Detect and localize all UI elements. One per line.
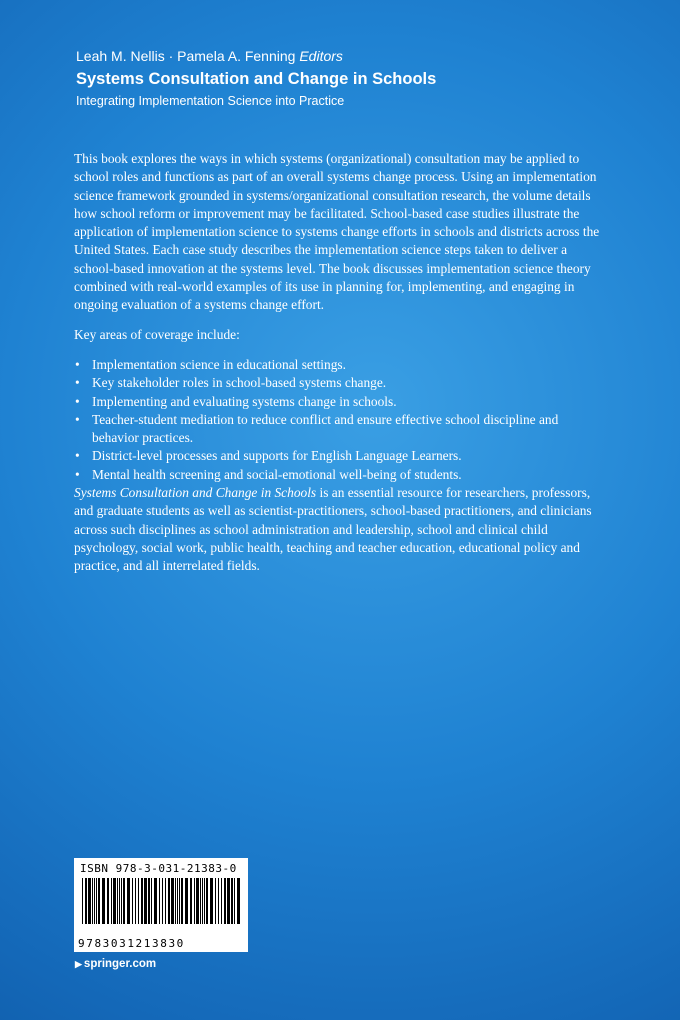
barcode-bar bbox=[88, 878, 91, 924]
barcode-bar bbox=[234, 878, 235, 924]
barcode-bar bbox=[204, 878, 205, 924]
barcode-bar bbox=[202, 878, 203, 924]
barcode-bar bbox=[215, 878, 216, 924]
barcode-bar bbox=[119, 878, 120, 924]
intro-paragraph: This book explores the ways in which systems (organizational) consultation may be applied to school roles and functions as part of an overall systems change process. Using an implementation science framework grounded in systems/organizational consultation research, the volume details how school reform or improvement may be facilitated. School-based case studies illustrate the application of implementation science to systems change efforts in schools and districts across the United States. Each case study describes the implementation science steps taken to deliver a school-based innovation at the systems level. The book discusses implementation science theory combined with real-world examples of its use in planning for, implementing, and engaging in ongoing evaluation of a systems change effort. bbox=[74, 151, 600, 313]
barcode-bar bbox=[135, 878, 136, 924]
barcode-bar bbox=[98, 878, 100, 924]
closing-book-title: Systems Consultation and Change in Schools bbox=[74, 485, 317, 501]
barcode-number: 9783031213830 bbox=[78, 937, 185, 950]
bullet-icon: • bbox=[75, 356, 80, 372]
barcode-bar bbox=[210, 878, 213, 924]
barcode-bar bbox=[190, 878, 192, 924]
bullet-icon: • bbox=[75, 466, 80, 482]
bullet-icon: • bbox=[75, 448, 80, 464]
barcode-bar bbox=[96, 878, 97, 924]
barcode-bar bbox=[175, 878, 176, 924]
barcode-bar bbox=[177, 878, 178, 924]
editors-line bbox=[76, 46, 636, 66]
list-item: • Key stakeholder roles in school-based systems change. bbox=[74, 374, 604, 392]
barcode-bar bbox=[181, 878, 183, 924]
barcode-bar bbox=[200, 878, 201, 924]
barcode-bar bbox=[218, 878, 219, 924]
list-item: • Teacher-student mediation to reduce conflict and ensure effective school discipline and behavior practices. bbox=[75, 411, 559, 446]
barcode-bar bbox=[194, 878, 195, 924]
barcode-bar bbox=[144, 878, 147, 924]
isbn-barcode bbox=[74, 858, 248, 952]
barcode-bar bbox=[185, 878, 188, 924]
closing-paragraph bbox=[74, 484, 604, 575]
barcode-bar bbox=[107, 878, 109, 924]
barcode-bar bbox=[224, 878, 226, 924]
barcode-bar bbox=[123, 878, 125, 924]
blurb bbox=[74, 150, 604, 576]
barcode-bar bbox=[92, 878, 93, 924]
barcode-bar bbox=[231, 878, 233, 924]
barcode-bar bbox=[82, 878, 83, 924]
publisher-url: springer.com bbox=[83, 958, 157, 970]
barcode-bar bbox=[141, 878, 143, 924]
barcode-bar bbox=[159, 878, 160, 924]
list-item: • Implementing and evaluating systems change in schools. bbox=[74, 393, 604, 411]
list-item: • District-level processes and supports for English Language Learners. bbox=[74, 447, 604, 465]
barcode-bar bbox=[113, 878, 116, 924]
bullet-icon: • bbox=[75, 393, 80, 409]
barcode-bar bbox=[138, 878, 139, 924]
barcode-bar bbox=[111, 878, 112, 924]
cover-header bbox=[76, 46, 636, 110]
bullet-icon: • bbox=[75, 375, 80, 391]
arrow-right-icon: ▶ bbox=[75, 959, 82, 969]
barcode-bar bbox=[148, 878, 150, 924]
book-title: Systems Consultation and Change in Schools bbox=[76, 70, 437, 88]
barcode-bar bbox=[168, 878, 170, 924]
barcode-bar bbox=[196, 878, 199, 924]
barcode-bar bbox=[171, 878, 174, 924]
isbn-label: ISBN 978-3-031-21383-0 bbox=[80, 862, 237, 875]
barcode-bar bbox=[94, 878, 95, 924]
barcode-bar bbox=[154, 878, 157, 924]
barcode-bars bbox=[80, 878, 242, 938]
barcode-bar bbox=[179, 878, 180, 924]
closing-text: is an essential resource for researchers, professors, and graduate students as well as scientist-practitioners, school-based practitioners, and clinicians across such disciplines as school administration and leadership, school and clinical child psychology, social work, public health, teaching and teacher education, educational policy and practice, and all interrelated fields. bbox=[74, 485, 592, 574]
barcode-bar bbox=[117, 878, 118, 924]
list-item: • Implementation science in educational settings. bbox=[74, 356, 604, 374]
coverage-heading: Key areas of coverage include: bbox=[74, 326, 240, 342]
coverage-list bbox=[74, 356, 604, 484]
list-item: • Mental health screening and social-emotional well-being of students. bbox=[74, 466, 604, 484]
editor-names: Leah M. Nellis · Pamela A. Fenning bbox=[76, 48, 296, 64]
barcode-bar bbox=[132, 878, 133, 924]
barcode-bar bbox=[237, 878, 240, 924]
editors-role: Editors bbox=[299, 48, 343, 64]
barcode-bar bbox=[102, 878, 105, 924]
barcode-bar bbox=[165, 878, 166, 924]
barcode-bar bbox=[151, 878, 152, 924]
barcode-bar bbox=[121, 878, 122, 924]
barcode-bar bbox=[162, 878, 163, 924]
barcode-bar bbox=[85, 878, 87, 924]
bullet-icon: • bbox=[75, 411, 80, 427]
barcode-bar bbox=[227, 878, 230, 924]
barcode-bar bbox=[221, 878, 222, 924]
book-subtitle: Integrating Implementation Science into Practice bbox=[76, 94, 345, 108]
barcode-bar bbox=[127, 878, 130, 924]
publisher-link[interactable] bbox=[75, 958, 156, 970]
barcode-bar bbox=[206, 878, 208, 924]
